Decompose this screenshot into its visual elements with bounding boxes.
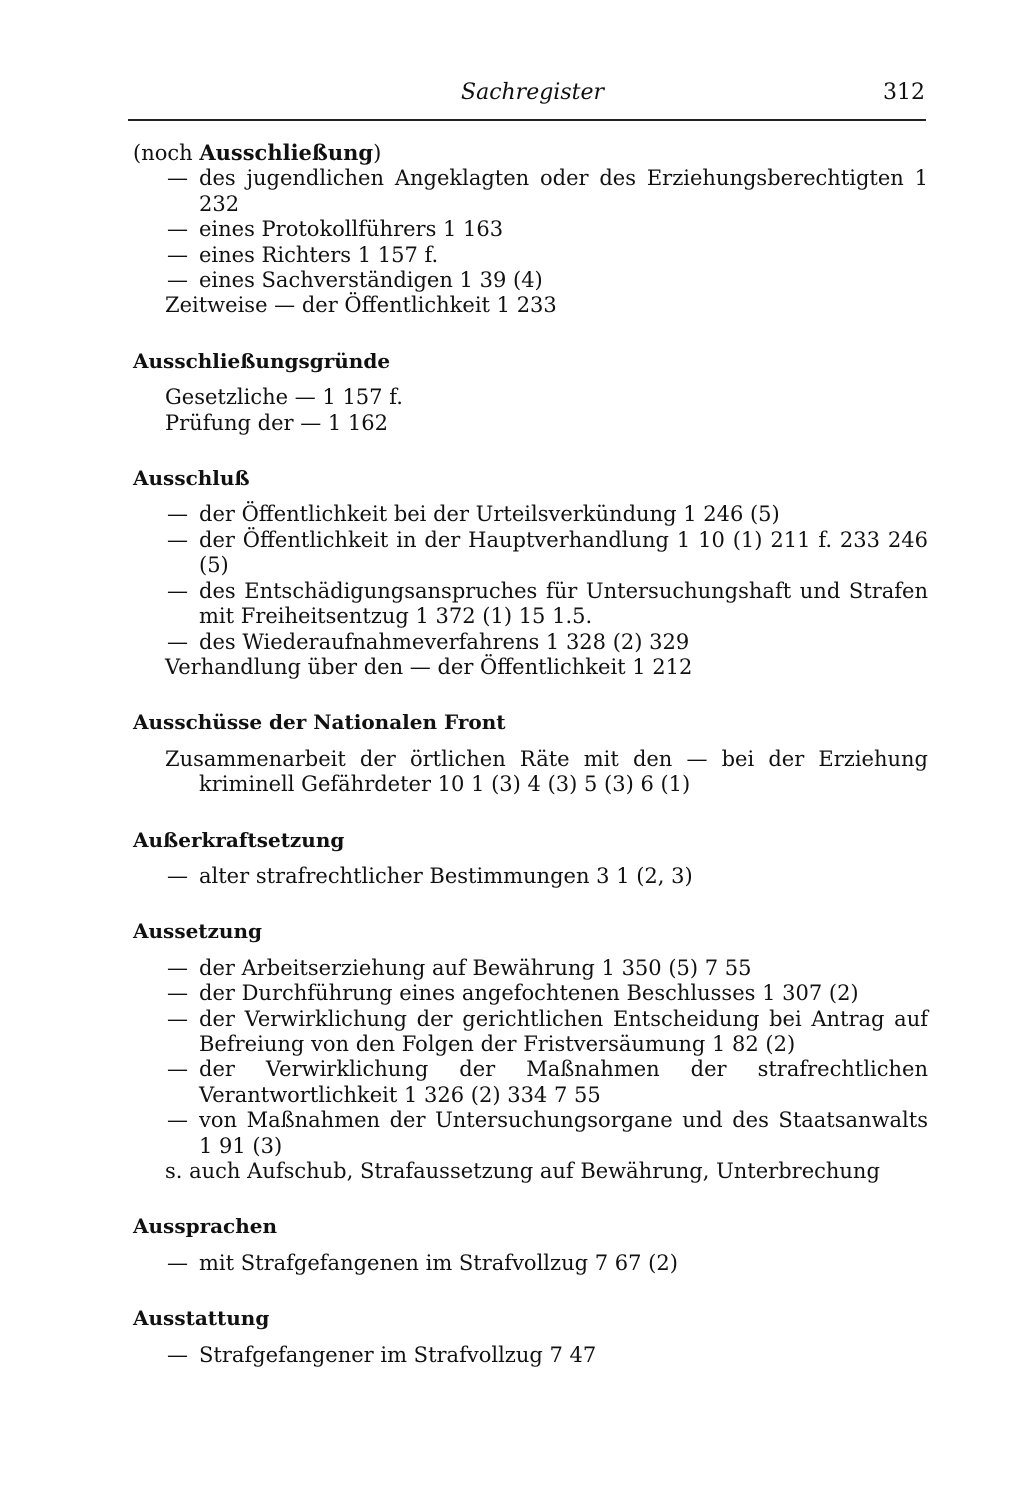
dash-symbol: — — [167, 981, 188, 1006]
entry-heading: Ausschluß — [133, 466, 250, 491]
entry-heading: Ausschließungsgründe — [133, 348, 391, 373]
subentry-line: — der Öffentlichkeit bei der Urteilsverkündung 1 246 (5) — [167, 502, 780, 527]
dash-symbol: — — [167, 527, 188, 552]
subentry-line: — eines Protokollführers 1 163 — [167, 217, 504, 242]
subentry-line: — mit Strafgefangenen im Strafvollzug 7 67 (2) — [167, 1250, 678, 1275]
index-entry — [133, 1214, 928, 1276]
dash-symbol: — — [167, 217, 188, 242]
header-title: Sachregister — [461, 80, 604, 105]
subentry-line: — alter strafrechtlicher Bestimmungen 3 1 (2, 3) — [167, 863, 693, 888]
dash-symbol: — — [167, 629, 188, 654]
subentry-line: — Strafgefangener im Strafvollzug 7 47 — [167, 1342, 597, 1367]
dash-symbol: — — [167, 1006, 188, 1031]
index-entry — [133, 828, 928, 890]
index-content — [133, 140, 928, 1368]
subentry-line: Gesetzliche — 1 157 f. — [165, 385, 403, 410]
dash-symbol: — — [167, 863, 188, 888]
subentry-line: — des Wiederaufnahmeverfahrens 1 328 (2) 329 — [167, 629, 690, 654]
dash-symbol: — — [167, 1057, 188, 1082]
subentry-line: s. auch Aufschub, Strafaussetzung auf Bewährung, Unterbrechung — [165, 1159, 880, 1183]
subentry-line: Prüfung der — 1 162 — [165, 410, 389, 435]
index-entry — [133, 1306, 928, 1368]
header-rule — [128, 119, 926, 121]
index-entry — [133, 710, 928, 797]
dash-symbol: — — [167, 502, 188, 527]
dash-symbol: — — [167, 242, 188, 267]
subentry-line: — der Verwirklichung der gerichtlichen Entscheidung bei Antrag auf Befreiung von den Folgen der Fristversäumung 1 82 (2) — [167, 1006, 928, 1056]
dash-symbol: — — [167, 268, 188, 293]
continuation-heading: (noch Ausschließung) — [133, 140, 382, 165]
entry-heading: Aussprachen — [133, 1214, 278, 1239]
subentry-line: Zusammenarbeit der örtlichen Räte mit den — bei der Erziehung kriminell Gefährdeter 10 1 (3) 4 (3) 5 (3) 6 (1) — [165, 746, 928, 797]
entry-heading: Außerkraftsetzung — [133, 827, 345, 852]
dash-symbol: — — [167, 578, 188, 603]
entry-heading: Aussetzung — [133, 919, 262, 944]
subentry-line: — des Entschädigungsanspruches für Untersuchungshaft und Strafen mit Freiheitsentzug 1 372 (1) 15 1.5. — [167, 578, 928, 629]
subentry-line: — der Durchführung eines angefochtenen Beschlusses 1 307 (2) — [167, 981, 859, 1006]
dash-symbol: — — [167, 955, 188, 980]
index-entry — [133, 919, 928, 1184]
subentry-line: — eines Richters 1 157 f. — [167, 242, 439, 267]
continuation-term: Ausschließung — [199, 140, 374, 165]
subentry-line: — der Öffentlichkeit in der Hauptverhandlung 1 10 (1) 211 f. 233 246 (5) — [167, 527, 928, 578]
subentry-line: — eines Sachverständigen 1 39 (4) — [167, 268, 543, 293]
running-header — [133, 78, 925, 110]
entry-heading: Ausstattung — [133, 1306, 270, 1331]
dash-symbol: — — [167, 1250, 188, 1275]
index-entry-continuation — [133, 140, 928, 319]
index-entry — [133, 349, 928, 436]
page-number: 312 — [883, 80, 925, 105]
dash-symbol: — — [167, 1342, 188, 1367]
subentry-line: Verhandlung über den — der Öffentlichkeit 1 212 — [165, 654, 693, 679]
subentry-line: — des jugendlichen Angeklagten oder des Erziehungsberechtigten 1 232 — [167, 166, 928, 216]
subentry-line: — der Arbeitserziehung auf Bewährung 1 350 (5) 7 55 — [167, 955, 752, 980]
subentry-line: Zeitweise — der Öffentlichkeit 1 233 — [165, 293, 557, 318]
dash-symbol: — — [167, 166, 188, 191]
subentry-line: — der Verwirklichung der Maßnahmen der strafrechtlichen Verantwortlichkeit 1 326 (2) 334 7 55 — [167, 1057, 928, 1107]
index-entry — [133, 466, 928, 680]
dash-symbol: — — [167, 1108, 188, 1133]
subentry-line: — von Maßnahmen der Untersuchungsorgane und des Staatsanwalts 1 91 (3) — [167, 1108, 928, 1158]
entry-heading: Ausschüsse der Nationalen Front — [133, 710, 506, 735]
